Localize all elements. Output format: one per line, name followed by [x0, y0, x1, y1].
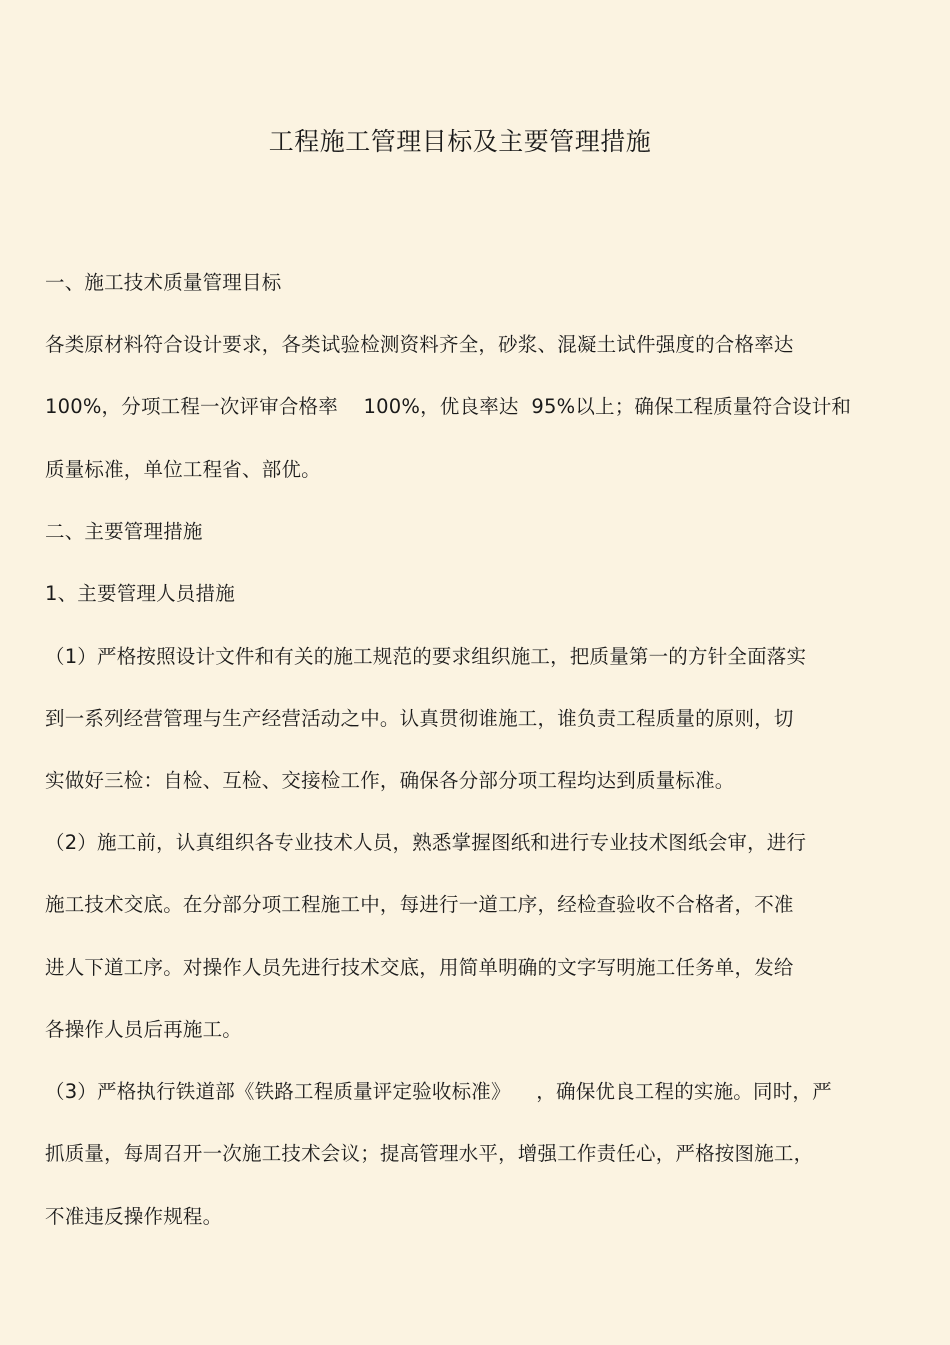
paragraph-line: 不准违反操作规程。: [45, 1205, 223, 1228]
paragraph-line: 到一系列经营管理与生产经营活动之中。认真贯彻谁施工，谁负责工程质量的原则，切: [45, 707, 794, 730]
paragraph-line: （3）严格执行铁道部《铁路工程质量评定验收标准》 ，确保优良工程的实施。同时，严: [45, 1080, 832, 1103]
section-heading-2: 二、主要管理措施: [45, 520, 203, 543]
document-title: 工程施工管理目标及主要管理措施: [268, 127, 652, 156]
paragraph-line: 实做好三检：自检、互检、交接检工作，确保各分部分项工程均达到质量标准。: [45, 769, 735, 792]
subsection-heading: 1、主要管理人员措施: [45, 582, 235, 605]
paragraph-line: 各操作人员后再施工。: [45, 1018, 243, 1041]
paragraph-line: 进人下道工序。对操作人员先进行技术交底，用简单明确的文字写明施工任务单，发给: [45, 956, 794, 979]
paragraph-line: 100%，分项工程一次评审合格率 100%，优良率达 95%以上；确保工程质量符合设计和: [45, 395, 852, 418]
paragraph-line: （1）严格按照设计文件和有关的施工规范的要求组织施工，把质量第一的方针全面落实: [45, 645, 807, 668]
paragraph-line: 抓质量，每周召开一次施工技术会议；提高管理水平，增强工作责任心，严格按图施工，: [45, 1142, 814, 1165]
section-heading-1: 一、施工技术质量管理目标: [45, 271, 282, 294]
paragraph-line: 各类原材料符合设计要求，各类试验检测资料齐全，砂浆、混凝土试件强度的合格率达: [45, 333, 794, 356]
paragraph-line: 施工技术交底。在分部分项工程施工中，每进行一道工序，经检查验收不合格者，不准: [45, 893, 794, 916]
paragraph-line: 质量标准，单位工程省、部优。: [45, 458, 321, 481]
paragraph-line: （2）施工前，认真组织各专业技术人员，熟悉掌握图纸和进行专业技术图纸会审，进行: [45, 831, 807, 854]
